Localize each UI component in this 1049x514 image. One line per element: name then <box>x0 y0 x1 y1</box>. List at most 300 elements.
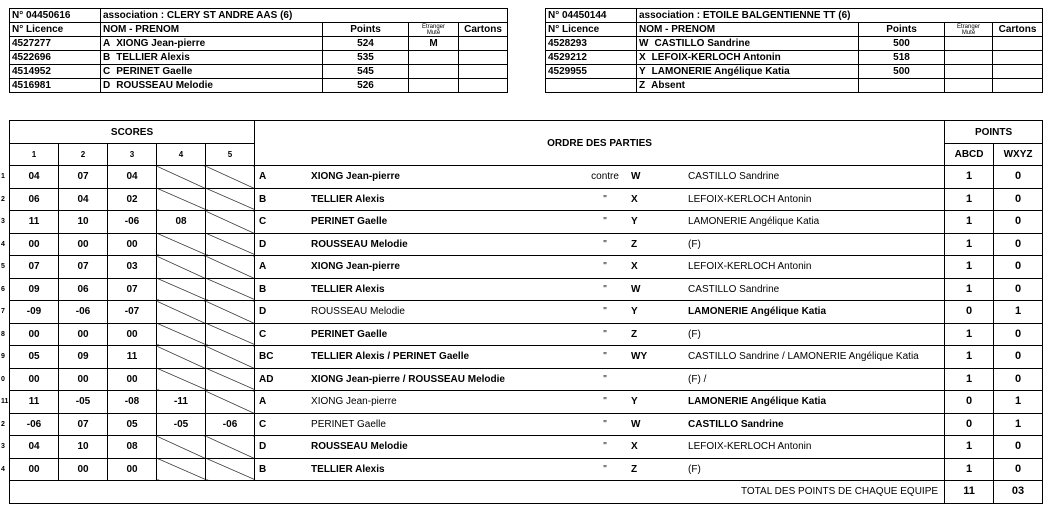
match-row <box>10 391 1043 414</box>
score-set-5 <box>206 188 255 211</box>
score-set-1: 5 07 <box>10 256 59 279</box>
match-number: 4 <box>1 240 5 248</box>
score-set-4 <box>157 301 206 324</box>
header-name: NOM - PRENOM <box>637 23 859 37</box>
away-player: CASTILLO Sandrine / LAMONERIE Angélique Katia <box>688 351 919 362</box>
score-set-5 <box>206 391 255 414</box>
points-abcd: 1 <box>945 278 994 301</box>
home-letter: C <box>259 328 267 340</box>
score-set-1: 3 11 <box>10 211 59 234</box>
points-abcd: 1 <box>945 368 994 391</box>
home-player: ROUSSEAU Melodie <box>311 306 405 317</box>
away-player: (F) <box>688 328 701 340</box>
away-letter: W <box>631 418 641 430</box>
score-set-3: 04 <box>108 166 157 189</box>
points-wxyz: 0 <box>994 166 1043 189</box>
player-name <box>637 37 859 51</box>
score-set-3: 03 <box>108 256 157 279</box>
score-set-5 <box>206 458 255 481</box>
score-set-3: -06 <box>108 211 157 234</box>
contre-label: " <box>603 441 607 452</box>
player-name <box>637 79 859 93</box>
match-row <box>10 368 1043 391</box>
away-letter: Z <box>631 238 638 250</box>
match-row <box>10 436 1043 459</box>
player-row <box>10 37 508 51</box>
home-letter: AD <box>259 373 274 385</box>
score-set-4: 08 <box>157 211 206 234</box>
away-letter: X <box>631 261 638 272</box>
player-cartons <box>459 51 508 65</box>
score-set-3: 00 <box>108 368 157 391</box>
abcd-header: ABCD <box>945 144 994 166</box>
header-licence: N° Licence <box>10 23 101 37</box>
score-set-4 <box>157 458 206 481</box>
score-set-4: -05 <box>157 413 206 436</box>
score-set-3: 00 <box>108 458 157 481</box>
player-fullname: CASTILLO Sandrine <box>654 38 751 49</box>
away-player: LAMONERIE Angélique Katia <box>688 216 820 227</box>
player-etranger <box>945 79 993 93</box>
player-etranger: M <box>409 37 459 51</box>
player-etranger <box>945 37 993 51</box>
points-abcd: 1 <box>945 166 994 189</box>
points-abcd: 1 <box>945 256 994 279</box>
away-letter: W <box>631 171 641 182</box>
player-points <box>859 79 945 93</box>
away-player: LEFOIX-KERLOCH Antonin <box>688 261 812 272</box>
score-set-2: 09 <box>59 346 108 369</box>
home-letter: C <box>259 216 267 227</box>
score-set-1: 4 00 <box>10 458 59 481</box>
player-licence: 4522696 <box>10 51 101 65</box>
score-set-4 <box>157 323 206 346</box>
home-player: TELLIER Alexis <box>311 193 385 205</box>
points-wxyz: 0 <box>994 458 1043 481</box>
match-row <box>10 301 1043 324</box>
contre-label: " <box>603 283 607 295</box>
contre-label: " <box>603 238 607 250</box>
home-player: PERINET Gaelle <box>311 216 388 227</box>
header-cartons: Cartons <box>459 23 508 37</box>
contre-label: " <box>603 396 607 407</box>
score-set-1: 1 04 <box>10 166 59 189</box>
total-wxyz: 03 <box>994 481 1043 504</box>
match-order <box>255 278 945 301</box>
player-name <box>101 51 323 65</box>
points-wxyz: 1 <box>994 413 1043 436</box>
score-set-3: -08 <box>108 391 157 414</box>
points-abcd: 0 <box>945 413 994 436</box>
score-set-1: 2 -06 <box>10 413 59 436</box>
score-set-2: -05 <box>59 391 108 414</box>
player-row <box>546 79 1043 93</box>
contre-label: " <box>603 216 607 227</box>
player-letter: Z <box>639 80 646 91</box>
team-left-table <box>9 8 508 93</box>
points-title: POINTS <box>945 121 1043 144</box>
match-number: 6 <box>1 285 5 293</box>
points-wxyz: 0 <box>994 211 1043 234</box>
home-player: ROUSSEAU Melodie <box>311 238 408 250</box>
match-number: 1 <box>1 173 5 180</box>
score-set-5 <box>206 211 255 234</box>
match-number: 3 <box>1 443 5 450</box>
team-right-table <box>545 8 1043 93</box>
home-letter: D <box>259 238 267 250</box>
player-cartons <box>993 37 1043 51</box>
score-set-2: 00 <box>59 368 108 391</box>
points-wxyz: 0 <box>994 346 1043 369</box>
contre-label: " <box>603 306 607 317</box>
match-number: 11 <box>1 398 9 405</box>
player-name <box>101 65 323 79</box>
player-letter: A <box>103 38 111 49</box>
contre-label: " <box>603 418 607 430</box>
score-set-1: 7 -09 <box>10 301 59 324</box>
match-row <box>10 458 1043 481</box>
score-set-5 <box>206 346 255 369</box>
points-wxyz: 0 <box>994 436 1043 459</box>
match-number: 4 <box>1 465 5 473</box>
match-number: 3 <box>1 218 5 225</box>
points-abcd: 1 <box>945 346 994 369</box>
match-table <box>1 120 1043 504</box>
player-row <box>546 65 1043 79</box>
score-set-5 <box>206 256 255 279</box>
set-col-4: 4 <box>157 144 206 166</box>
match-number: 2 <box>1 195 5 203</box>
team-left-association: association : CLERY ST ANDRE AAS (6) <box>101 9 508 23</box>
away-player: LAMONERIE Angélique Katia <box>688 306 827 317</box>
match-order <box>255 391 945 414</box>
points-abcd: 1 <box>945 323 994 346</box>
match-row <box>10 346 1043 369</box>
player-points: 524 <box>323 37 409 51</box>
player-name <box>637 51 859 65</box>
contre-label: " <box>603 261 607 272</box>
player-cartons <box>459 37 508 51</box>
score-set-1: 3 04 <box>10 436 59 459</box>
score-set-1: 6 09 <box>10 278 59 301</box>
match-row <box>10 278 1043 301</box>
away-player: (F) <box>688 463 701 475</box>
home-letter: C <box>259 418 267 430</box>
player-letter: Y <box>639 66 646 77</box>
player-fullname: ROUSSEAU Melodie <box>116 80 213 91</box>
score-set-2: -06 <box>59 301 108 324</box>
points-abcd: 1 <box>945 233 994 256</box>
home-player: PERINET Gaelle <box>311 328 388 340</box>
score-set-1: 8 00 <box>10 323 59 346</box>
score-set-1: 9 05 <box>10 346 59 369</box>
away-letter: Y <box>631 306 638 317</box>
score-set-5 <box>206 301 255 324</box>
contre-label: " <box>603 463 607 475</box>
player-points: 526 <box>323 79 409 93</box>
set-col-5: 5 <box>206 144 255 166</box>
match-number: 8 <box>1 330 5 338</box>
score-set-5 <box>206 233 255 256</box>
home-player: XIONG Jean-pierre <box>311 261 400 272</box>
team-right-number: N° 04450144 <box>546 9 637 23</box>
header-points: Points <box>859 23 945 37</box>
points-abcd: 0 <box>945 391 994 414</box>
score-set-1: 11 11 <box>10 391 59 414</box>
player-row <box>546 37 1043 51</box>
score-set-4 <box>157 233 206 256</box>
match-order <box>255 256 945 279</box>
home-letter: D <box>259 306 267 317</box>
points-wxyz: 0 <box>994 188 1043 211</box>
player-row <box>546 51 1043 65</box>
home-player: PERINET Gaelle <box>311 418 386 430</box>
points-wxyz: 1 <box>994 391 1043 414</box>
score-set-2: 07 <box>59 256 108 279</box>
away-letter: Z <box>631 463 638 475</box>
header-cartons: Cartons <box>993 23 1043 37</box>
header-etranger-mute: Etranger Muté <box>945 23 993 37</box>
contre-label: " <box>603 351 607 362</box>
score-set-4 <box>157 368 206 391</box>
score-set-2: 06 <box>59 278 108 301</box>
score-set-2: 00 <box>59 323 108 346</box>
score-set-3: 07 <box>108 278 157 301</box>
player-fullname: PERINET Gaelle <box>116 66 193 77</box>
player-fullname: XIONG Jean-pierre <box>116 38 206 49</box>
player-licence: 4527277 <box>10 37 101 51</box>
match-order <box>255 233 945 256</box>
score-set-5 <box>206 323 255 346</box>
player-fullname: Absent <box>651 80 686 91</box>
player-licence: 4529955 <box>546 65 637 79</box>
score-set-1: 0 00 <box>10 368 59 391</box>
team-left-number: N° 04450616 <box>10 9 101 23</box>
set-col-2: 2 <box>59 144 108 166</box>
points-abcd: 1 <box>945 188 994 211</box>
score-set-3: 00 <box>108 323 157 346</box>
match-order <box>255 368 945 391</box>
away-letter: X <box>631 193 638 205</box>
points-wxyz: 0 <box>994 323 1043 346</box>
score-set-5 <box>206 436 255 459</box>
away-letter: Y <box>631 396 638 407</box>
contre-label: " <box>603 373 607 385</box>
score-set-3: 00 <box>108 233 157 256</box>
home-player: XIONG Jean-pierre <box>311 396 397 407</box>
player-licence: 4528293 <box>546 37 637 51</box>
home-player: XIONG Jean-pierre <box>311 171 400 182</box>
wxyz-header: WXYZ <box>994 144 1043 166</box>
match-row <box>10 211 1043 234</box>
score-set-4 <box>157 346 206 369</box>
score-set-4 <box>157 256 206 279</box>
match-order <box>255 436 945 459</box>
points-abcd: 1 <box>945 436 994 459</box>
score-set-2: 10 <box>59 211 108 234</box>
home-letter: A <box>259 396 267 407</box>
away-player: CASTILLO Sandrine <box>688 171 780 182</box>
away-player: LEFOIX-KERLOCH Antonin <box>688 441 812 452</box>
scores-title: SCORES <box>10 121 255 144</box>
player-cartons <box>459 65 508 79</box>
score-set-3: -07 <box>108 301 157 324</box>
player-letter: W <box>639 38 649 49</box>
match-number: 0 <box>1 375 5 383</box>
header-name: NOM - PRENOM <box>101 23 323 37</box>
header-licence: N° Licence <box>546 23 637 37</box>
score-set-4: -11 <box>157 391 206 414</box>
score-set-4 <box>157 188 206 211</box>
score-set-1: 2 06 <box>10 188 59 211</box>
player-row <box>10 51 508 65</box>
away-letter: WY <box>631 351 648 362</box>
home-player: TELLIER Alexis / PERINET Gaelle <box>311 351 470 362</box>
points-wxyz: 0 <box>994 233 1043 256</box>
player-cartons <box>993 65 1043 79</box>
player-points: 518 <box>859 51 945 65</box>
score-set-5 <box>206 278 255 301</box>
score-set-2: 04 <box>59 188 108 211</box>
player-fullname: LAMONERIE Angélique Katia <box>651 66 790 77</box>
player-name <box>101 37 323 51</box>
home-letter: B <box>259 283 267 295</box>
match-order <box>255 346 945 369</box>
match-order <box>255 301 945 324</box>
points-abcd: 0 <box>945 301 994 324</box>
home-letter: B <box>259 463 267 475</box>
home-letter: BC <box>259 351 274 362</box>
away-player: CASTILLO Sandrine <box>688 283 780 295</box>
player-letter: X <box>639 52 646 63</box>
match-order <box>255 188 945 211</box>
player-etranger <box>409 79 459 93</box>
player-fullname: TELLIER Alexis <box>116 52 190 63</box>
match-order <box>255 413 945 436</box>
away-player: LEFOIX-KERLOCH Antonin <box>688 193 812 205</box>
points-wxyz: 0 <box>994 368 1043 391</box>
score-set-5: -06 <box>206 413 255 436</box>
score-set-4 <box>157 436 206 459</box>
home-player: XIONG Jean-pierre / ROUSSEAU Melodie <box>311 373 505 385</box>
away-player: (F) / <box>688 373 707 385</box>
team-right-association: association : ETOILE BALGENTIENNE TT (6) <box>637 9 1043 23</box>
match-order <box>255 211 945 234</box>
match-row <box>10 233 1043 256</box>
ordre-title: ORDRE DES PARTIES <box>255 121 945 166</box>
score-set-2: 07 <box>59 413 108 436</box>
player-cartons <box>993 51 1043 65</box>
player-letter: B <box>103 52 111 63</box>
match-row <box>10 413 1043 436</box>
match-order <box>255 166 945 189</box>
match-number: 5 <box>1 263 5 270</box>
away-letter: Y <box>631 216 638 227</box>
match-row <box>10 323 1043 346</box>
score-set-2: 00 <box>59 458 108 481</box>
header-points: Points <box>323 23 409 37</box>
player-fullname: LEFOIX-KERLOCH Antonin <box>651 52 781 63</box>
score-set-4 <box>157 166 206 189</box>
total-abcd: 11 <box>945 481 994 504</box>
player-row <box>10 79 508 93</box>
player-name <box>637 65 859 79</box>
score-set-3: 05 <box>108 413 157 436</box>
contre-label: " <box>603 328 607 340</box>
player-etranger <box>409 65 459 79</box>
player-points: 545 <box>323 65 409 79</box>
player-licence: 4514952 <box>10 65 101 79</box>
player-etranger <box>945 65 993 79</box>
home-player: ROUSSEAU Melodie <box>311 441 408 452</box>
away-letter: W <box>631 283 641 295</box>
match-number: 2 <box>1 420 5 428</box>
away-player: CASTILLO Sandrine <box>688 418 784 430</box>
player-name <box>101 79 323 93</box>
set-col-1: 1 <box>10 144 59 166</box>
player-licence: 4516981 <box>10 79 101 93</box>
away-letter: X <box>631 441 638 452</box>
points-abcd: 1 <box>945 211 994 234</box>
header-etranger-mute: Etranger Muté <box>409 23 459 37</box>
points-wxyz: 1 <box>994 301 1043 324</box>
points-wxyz: 0 <box>994 256 1043 279</box>
player-points: 535 <box>323 51 409 65</box>
player-points: 500 <box>859 37 945 51</box>
score-set-3: 11 <box>108 346 157 369</box>
match-number: 9 <box>1 353 5 360</box>
score-set-3: 08 <box>108 436 157 459</box>
score-set-4 <box>157 278 206 301</box>
player-etranger <box>409 51 459 65</box>
score-set-2: 00 <box>59 233 108 256</box>
match-row <box>10 188 1043 211</box>
player-points: 500 <box>859 65 945 79</box>
score-set-5 <box>206 368 255 391</box>
match-row <box>10 256 1043 279</box>
away-letter: Z <box>631 328 638 340</box>
player-row <box>10 65 508 79</box>
contre-label: contre <box>591 171 619 182</box>
player-letter: C <box>103 66 111 77</box>
away-player: LAMONERIE Angélique Katia <box>688 396 827 407</box>
score-set-2: 07 <box>59 166 108 189</box>
score-set-5 <box>206 166 255 189</box>
match-row <box>10 166 1043 189</box>
points-wxyz: 0 <box>994 278 1043 301</box>
home-letter: A <box>259 261 267 272</box>
score-set-3: 02 <box>108 188 157 211</box>
match-order <box>255 323 945 346</box>
home-letter: D <box>259 441 267 452</box>
set-col-3: 3 <box>108 144 157 166</box>
home-letter: A <box>259 171 267 182</box>
home-player: TELLIER Alexis <box>311 283 385 295</box>
contre-label: " <box>603 193 607 205</box>
player-letter: D <box>103 80 111 91</box>
player-licence: 4529212 <box>546 51 637 65</box>
player-cartons <box>993 79 1043 93</box>
total-label: TOTAL DES POINTS DE CHAQUE EQUIPE <box>10 481 945 504</box>
match-number: 7 <box>1 308 5 315</box>
player-cartons <box>459 79 508 93</box>
match-order <box>255 458 945 481</box>
player-licence <box>546 79 637 93</box>
home-letter: B <box>259 193 267 205</box>
points-abcd: 1 <box>945 458 994 481</box>
score-set-2: 10 <box>59 436 108 459</box>
score-set-1: 4 00 <box>10 233 59 256</box>
